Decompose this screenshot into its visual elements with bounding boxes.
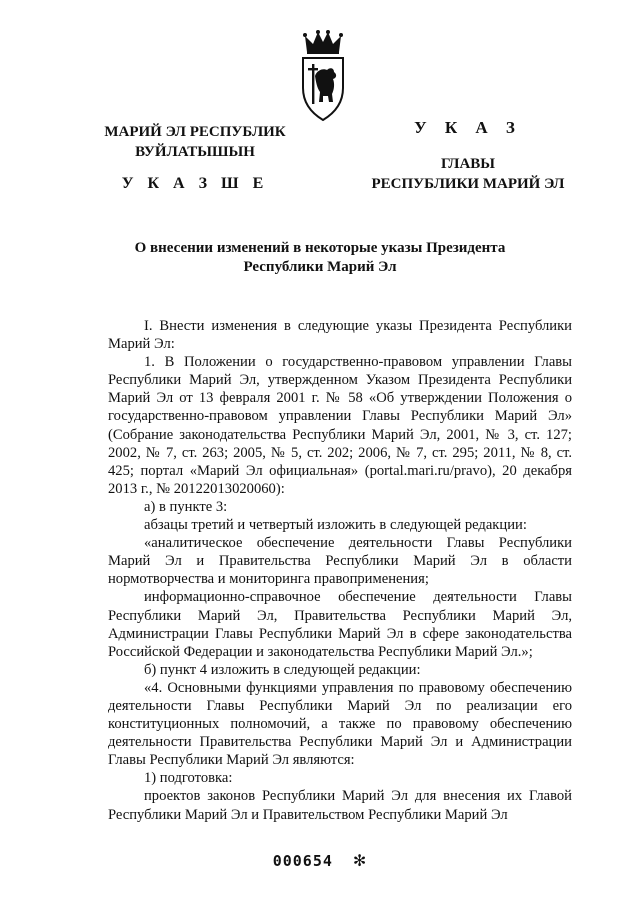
paragraph: информационно-справочное обеспечение деятельности Главы Республики Марий Эл, Правительства Республики Марий Эл, Администрации Главы Республики Марий Эл в сфере законодательства Российской Федерации и законодательства Республики Марий Эл.»;: [108, 589, 572, 660]
paragraph: «аналитическое обеспечение деятельности Главы Республики Марий Эл и Правительства Республики Марий Эл в области нормотворчества и мониторинга правоприменения;: [108, 535, 572, 588]
title-line1: О внесении изменений в некоторые указы Президента: [134, 240, 506, 256]
title-line2: Республики Марий Эл: [243, 259, 397, 275]
header-right-doc-type: У К А З: [414, 118, 522, 137]
header-right-line1: ГЛАВЫ: [440, 156, 496, 172]
header-left: [100, 122, 290, 194]
paragraph: I. Внести изменения в следующие указы Президента Республики Марий Эл:: [108, 318, 572, 353]
bear-icon: [308, 64, 336, 104]
paragraph: «4. Основными функциями управления по правовому обеспечению деятельности Главы Республики Марий Эл по реализации его конституционных полномочий, а также по правовому обеспечению деятельности Правительства Республики Марий Эл и Администрации Главы Республики Марий Эл являются:: [108, 679, 572, 769]
header-left-line2: ВУЙЛАТЫШЫН: [135, 144, 255, 160]
paragraph: проектов законов Республики Марий Эл для внесения их Главой Республики Марий Эл и Правительством Республики Марий Эл: [108, 788, 572, 823]
paragraph: а) в пункте 3:: [144, 498, 228, 515]
paragraph: б) пункт 4 изложить в следующей редакции:: [144, 661, 421, 678]
crown-icon: [303, 30, 343, 54]
document-title: [110, 239, 530, 277]
header-right-line2: РЕСПУБЛИКИ МАРИЙ ЭЛ: [371, 176, 565, 192]
coat-of-arms-icon: [299, 30, 347, 122]
header-right: [362, 118, 574, 194]
document-body: [108, 317, 572, 824]
header-left-doc-type: У К А З Ш Е: [121, 175, 269, 192]
asterisk-mark-icon: ✻: [352, 851, 368, 870]
paragraph: абзацы третий и четвертый изложить в следующей редакции:: [144, 517, 527, 534]
paragraph: 1) подготовка:: [144, 770, 233, 787]
paragraph: 1. В Положении о государственно-правовом управлении Главы Республики Марий Эл, утвержденном Указом Президента Республики Марий Эл от 13 февраля 2001 г. № 58 «Об утверждении Положения о государственно-правовом управлении Главы Республики Марий Эл» (Собрание законодательства Республики Марий Эл, 2001, № 3, ст. 127; 2002, № 7, ст. 263; 2005, № 5, ст. 202; 2006, № 7, ст. 295; 2011, № 8, ст. 425; портал «Марий Эл официальная» (portal.mari.ru/pravo), 20 декабря 2013 г., № 20122013020060):: [108, 354, 572, 497]
header-left-line1: МАРИЙ ЭЛ РЕСПУБЛИК: [104, 124, 286, 140]
serial-number: 000654: [272, 852, 333, 870]
footer: [0, 851, 640, 870]
